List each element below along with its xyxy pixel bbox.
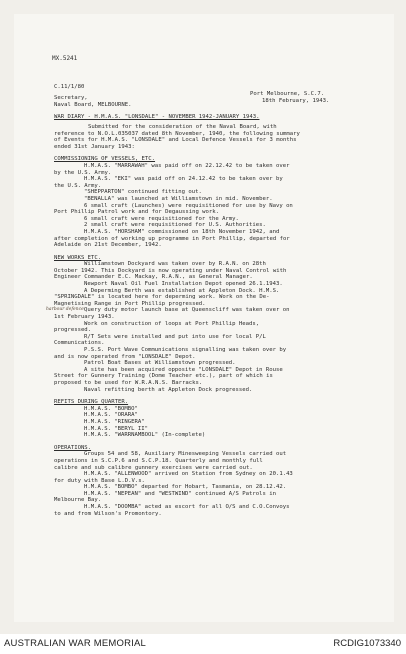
refit-vessel-line: H.M.A.S. "BOMBO" xyxy=(84,405,138,412)
new-works-line: Magnetising Range in Port Phillip progressed. xyxy=(54,300,206,307)
footer-source: AUSTRALIAN WAR MEMORIAL xyxy=(4,638,147,649)
intro-paragraph xyxy=(54,124,376,150)
refit-vessel-line: H.M.A.S. "ORARA" xyxy=(84,412,138,419)
document-title: WAR DIARY - H.M.A.S. "LONSDALE" - NOVEMBER 1942-JANUARY 1943. xyxy=(54,114,260,120)
new-works-line: Communications. xyxy=(54,340,105,347)
new-works-line: Work on construction of loops at Port Phillip Heads, xyxy=(84,320,260,327)
new-works-line: October 1942. This Dockyard is now operating under Naval Control with xyxy=(54,267,287,274)
intro-line: Submitted for the consideration of the Naval Board, with xyxy=(88,124,277,130)
new-works-line: "SPRINGDALE" is located here for deperming work. Work on the De- xyxy=(54,294,270,301)
new-works-line: and is now operated from "LONSDALE" Depot. xyxy=(54,353,196,360)
new-works-line: Street for Gunnery Training (Dome Teacher etc.), part of which is xyxy=(54,373,273,380)
refit-vessel-line: H.M.A.S. "RINGERA" xyxy=(84,418,145,425)
section-heading-commissioning: COMMISSIONING OF VESSELS, ETC. xyxy=(54,156,156,163)
commissioning-line: 6 small craft (Launches) were requisitioned for use by Navy on xyxy=(84,202,293,209)
footer-bar xyxy=(0,634,406,654)
section-new-works xyxy=(46,261,376,393)
date-line: 18th February, 1943. xyxy=(262,97,330,104)
new-works-line: A Deperming Berth was established at Appleton Dock. H.M.S. xyxy=(84,287,280,294)
commissioning-line: "SHEPPARTON" continued fitting out. xyxy=(84,189,202,196)
commissioning-line: "BENALLA" was launched at Williamstown in mid. November. xyxy=(84,195,273,202)
addressee-block xyxy=(54,95,131,108)
operations-line: for duty with Base L.D.V.s. xyxy=(54,477,145,484)
new-works-line: 1st February 1943. xyxy=(54,314,115,321)
refit-vessel-line: H.M.A.S. "WARRNAMBOOL" (In-complete) xyxy=(84,432,206,439)
new-works-line: Williamstown Dockyard was taken over by R.A.N. on 28th xyxy=(84,261,266,268)
commissioning-line: H.M.A.S. "HORSHAM" commissioned on 18th November 1942, and xyxy=(84,228,280,235)
commissioning-line: H.M.A.S. "EKI" was paid off on 24.12.42 to be taken over by xyxy=(84,176,283,183)
commissioning-line: by the U.S. Army. xyxy=(54,169,112,176)
document-page xyxy=(14,14,394,622)
refit-vessel-line: H.M.A.S. "BERYL II" xyxy=(84,425,148,432)
intro-line: of Events for H.M.A.S. "LONSDALE" and Local Defence Vessels for 3 months xyxy=(54,137,297,144)
new-works-line: Engineer Commander E.C. Mackay, R.A.N., as General Manager. xyxy=(54,274,253,281)
new-works-line: Naval refitting berth at Appleton Dock progressed. xyxy=(84,386,253,393)
section-commissioning xyxy=(54,163,376,249)
commissioning-line: after completion of working up programme in Port Phillip, departed for xyxy=(54,235,290,242)
operations-line: Groups 54 and 58, Auxiliary Minesweeping Vessels carried out xyxy=(84,451,287,458)
section-operations xyxy=(54,451,376,517)
addressee-line-1: Secretary, xyxy=(54,95,88,101)
place-date-block xyxy=(250,91,329,104)
place-line: Port Melbourne, S.C.7. xyxy=(250,91,325,97)
commissioning-line: 2 small craft were requisitioned for U.S. Authorities. xyxy=(84,222,266,229)
handwritten-annotation: harbour defence xyxy=(46,307,84,313)
operations-line: calibre and sub calibre gunnery exercises were carried out. xyxy=(54,464,253,471)
new-works-line: P.S.S. Port Wave Communications signalling was taken over by xyxy=(84,347,287,353)
new-works-line: A site has been acquired opposite "LONSDALE" Depot in Rouse xyxy=(84,366,283,373)
commissioning-line: the U.S. Army. xyxy=(54,182,102,189)
new-works-line: proposed to be used for W.R.A.N.S. Barracks. xyxy=(54,379,203,386)
intro-line: reference to N.O.L.035037 dated 8th November, 1940, the following summary xyxy=(54,130,300,137)
intro-line: ended 31st January 1943: xyxy=(54,143,135,150)
section-refits xyxy=(54,406,376,439)
operations-line: H.M.A.S. "NEPEAN" and "WESTWIND" continued A/S Patrols in xyxy=(84,490,276,497)
commissioning-line: H.M.A.S. "MARRAWAH" was paid off on 22.12.42 to be taken over xyxy=(84,162,290,169)
document-body xyxy=(46,124,376,517)
commissioning-line: 6 small craft were requisitioned for the Army. xyxy=(84,215,239,222)
operations-line: H.M.A.S. "ALLENWOOD" arrived on Station from Sydney on 20.1.43 xyxy=(84,471,293,478)
commissioning-line: Port Phillip Patrol work and for Degaussing work. xyxy=(54,209,220,216)
commissioning-line: Adelaide on 21st December, 1942. xyxy=(54,242,162,249)
new-works-line: progressed. xyxy=(54,327,92,334)
document-reference: MX.5241 xyxy=(52,55,78,62)
operations-line: H.M.A.S. "DOOMBA" acted as escort for all O/S and C.O.Convoys xyxy=(84,504,290,511)
operations-line: operations in S.C.P.6 and S.C.P.18. Quarterly and monthly full xyxy=(54,457,263,464)
operations-line: H.M.A.S. "BOMBO" departed for Hobart, Tasmania, on 28.12.42. xyxy=(84,484,287,491)
new-works-line: Newport Naval Oil Fuel Installation Depot opened 26.1.1943. xyxy=(84,281,283,288)
file-reference: C.11/1/80 xyxy=(54,84,85,90)
footer-identifier: RCDIG1073340 xyxy=(333,638,401,649)
section-heading-operations: OPERATIONS. xyxy=(54,444,92,451)
new-works-line: R/T Sets were installed and put into use for local P/L xyxy=(84,333,266,340)
section-heading-refits: REFITS DURING QUARTER. xyxy=(54,399,129,406)
addressee-line-2: Naval Board, MELBOURNE. xyxy=(54,101,132,108)
new-works-line: Patrol Boat Bases at Williamstown progressed. xyxy=(84,360,236,367)
section-heading-new-works: NEW WORKS ETC. xyxy=(54,254,102,261)
operations-line: Melbourne Bay. xyxy=(54,497,102,504)
new-works-line: harbour defence Query duty motor launch base at Queenscliff was taken over on xyxy=(46,307,290,314)
operations-line: to and from Wilson's Promontory. xyxy=(54,510,162,517)
